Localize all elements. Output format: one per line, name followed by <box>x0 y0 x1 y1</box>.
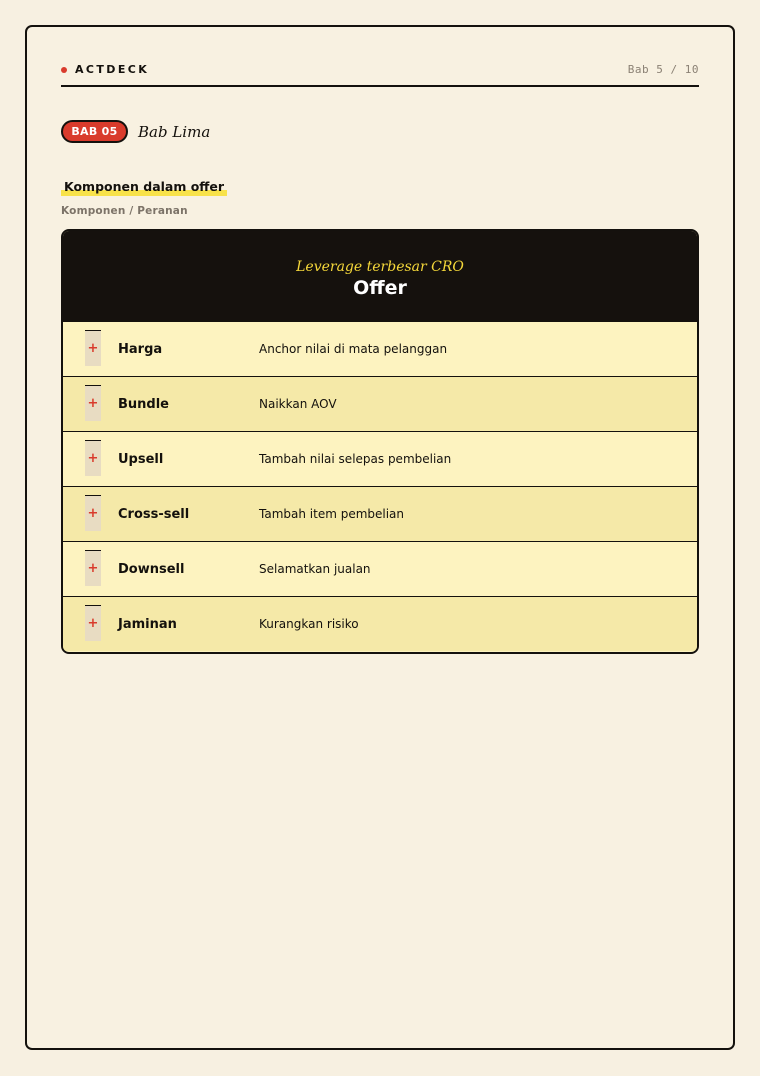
row-description: Selamatkan jualan <box>259 562 371 576</box>
table-row <box>63 596 697 651</box>
row-name: Downsell <box>118 561 185 577</box>
offer-table <box>61 229 699 654</box>
plus-marker <box>85 605 101 641</box>
plus-marker <box>85 440 101 476</box>
plus-marker <box>85 495 101 531</box>
page-header <box>61 61 699 87</box>
brand-dot-icon <box>61 67 67 73</box>
plus-icon: + <box>87 616 99 631</box>
chapter-name: Bab Lima <box>138 122 211 141</box>
row-description: Anchor nilai di mata pelanggan <box>259 342 448 356</box>
plus-icon: + <box>87 451 99 466</box>
row-name: Bundle <box>118 396 169 412</box>
section-title: Komponen dalam offer <box>61 179 227 196</box>
plus-icon: + <box>87 396 99 411</box>
brand-name: ACTDECK <box>75 63 150 76</box>
plus-marker <box>85 550 101 586</box>
row-name: Upsell <box>118 451 164 467</box>
plus-marker <box>85 330 101 366</box>
row-description: Tambah nilai selepas pembelian <box>259 452 452 466</box>
row-description: Kurangkan risiko <box>259 617 359 631</box>
row-name: Jaminan <box>118 616 177 632</box>
table-kicker: Leverage terbesar CRO <box>296 258 464 275</box>
table-row <box>63 431 697 486</box>
table-row <box>63 541 697 596</box>
row-description: Tambah item pembelian <box>259 507 405 521</box>
chapter-badge: BAB 05 <box>61 120 128 143</box>
section-subtitle: Komponen / Peranan <box>61 205 188 217</box>
chapter-heading <box>61 120 210 143</box>
plus-icon: + <box>87 506 99 521</box>
row-name: Cross-sell <box>118 506 190 522</box>
table-row <box>63 376 697 431</box>
plus-marker <box>85 385 101 421</box>
plus-icon: + <box>87 561 99 576</box>
document-page <box>25 25 735 1050</box>
table-row <box>63 322 697 376</box>
page-indicator: Bab 5 / 10 <box>627 63 699 76</box>
brand <box>61 63 149 76</box>
table-header <box>63 231 697 322</box>
row-name: Harga <box>118 341 163 357</box>
table-title: Offer <box>353 276 407 299</box>
table-row <box>63 486 697 541</box>
plus-icon: + <box>87 341 99 356</box>
row-description: Naikkan AOV <box>259 397 337 411</box>
table-rows <box>63 322 697 651</box>
